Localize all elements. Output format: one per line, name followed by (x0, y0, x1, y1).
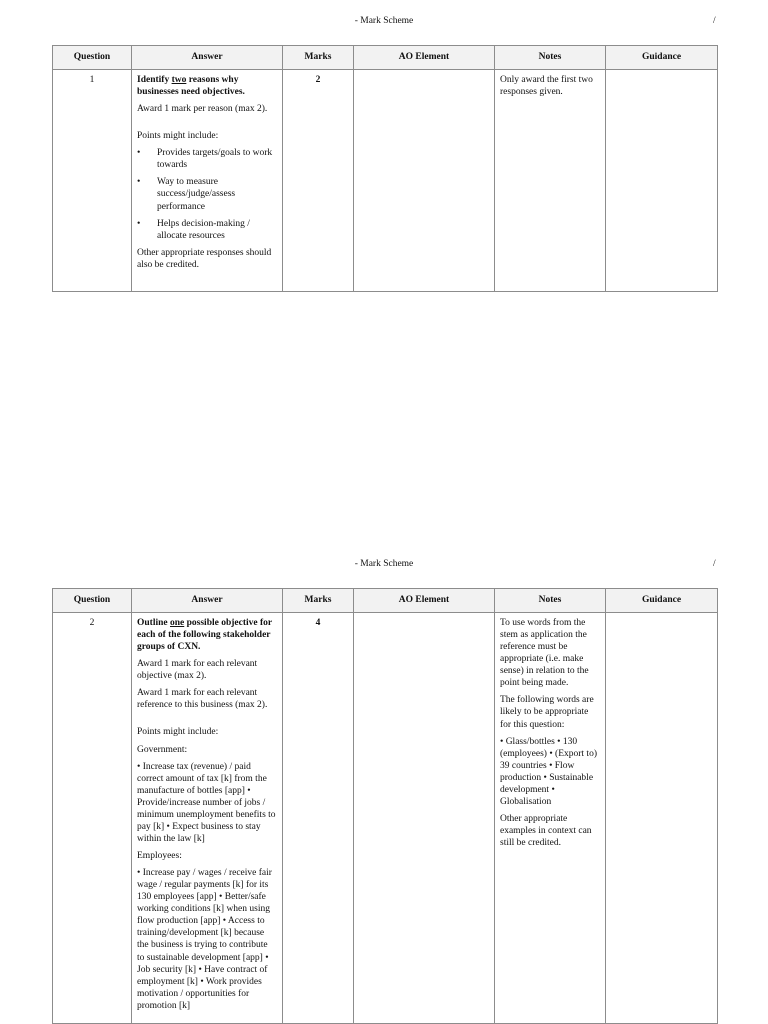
column-header-guidance: Guidance (606, 589, 718, 613)
stakeholder-group-name: Government: (137, 744, 188, 755)
column-header-answer: Answer (132, 46, 283, 70)
mark-scheme-page-2 (0, 543, 768, 1024)
note-text: Other appropriate examples in context can still be credited. (500, 813, 592, 849)
page-header-marker: / (713, 559, 716, 569)
column-header-question: Question (53, 589, 132, 613)
note-text: To use words from the stem as application the reference must be appropriate (i.e. make sense) in relation to the point being made. (500, 618, 589, 689)
stakeholder-group-points: • Increase tax (revenue) / paid correct amount of tax [k] from the manufacture of bottles [app] • Provide/increase number of jobs / minimum unemployment benefits to pay [k] • Expect business to stay within the law [k] (137, 761, 276, 844)
points-list (137, 147, 277, 241)
table-row (53, 613, 718, 1024)
guidance-cell (606, 613, 718, 1024)
column-header-ao-element: AO Element (354, 589, 495, 613)
question-number: 1 (53, 70, 132, 292)
ao-element-cell (354, 613, 495, 1024)
page-header-title: - Mark Scheme (354, 16, 414, 26)
note-text: Only award the first two responses given. (500, 75, 593, 98)
marks-value: 4 (283, 613, 354, 1024)
ao-element-cell (354, 70, 495, 292)
answer-paragraph: Award 1 mark for each relevant reference to this business (max 2). (137, 688, 268, 711)
table-row (53, 70, 718, 292)
prompt-emphasis: one (170, 618, 185, 628)
column-header-ao-element: AO Element (354, 46, 495, 70)
marks-value: 2 (283, 70, 354, 292)
mark-scheme-table (52, 588, 718, 1024)
stakeholder-group-points: • Increase pay / wages / receive fair wage / regular payments [k] for its 130 employees [app] • Better/safe working conditions [k] when using flow production [app] • Access to training/development [k] because the business is trying to contribute to sustainable development [app] • Job security [k] • Have contract of employment [k] • Work provides motivation / opportunities for promotion [k] (137, 868, 272, 1011)
list-item: • Provides targets/goals to work towards (137, 147, 277, 171)
column-header-notes: Notes (495, 589, 606, 613)
answer-cell (132, 613, 283, 1024)
question-prompt: Outline one possible objective for each of the following stakeholder groups of CXN. (137, 618, 272, 653)
table-header-row (53, 589, 718, 613)
column-header-marks: Marks (283, 46, 354, 70)
mark-scheme-table (52, 45, 718, 292)
notes-cell (495, 613, 606, 1024)
table-header-row (53, 46, 718, 70)
notes-cell (495, 70, 606, 292)
column-header-guidance: Guidance (606, 46, 718, 70)
column-header-notes: Notes (495, 46, 606, 70)
page-header-title: - Mark Scheme (354, 559, 414, 569)
points-heading: Points might include: (137, 131, 219, 142)
answer-paragraph: Award 1 mark for each relevant objective (max 2). (137, 659, 258, 682)
column-header-marks: Marks (283, 589, 354, 613)
question-prompt: Identify two reasons why businesses need objectives. (137, 75, 245, 98)
column-header-answer: Answer (132, 589, 283, 613)
guidance-cell (606, 70, 718, 292)
stakeholder-group-name: Employees: (137, 851, 182, 861)
answer-outro: Other appropriate responses should also be credited. (137, 247, 272, 270)
question-number: 2 (53, 613, 132, 1024)
answer-cell (132, 70, 283, 292)
prompt-emphasis: two (171, 75, 187, 85)
column-header-question: Question (53, 46, 132, 70)
note-text: • Glass/bottles • 130 (employees) • (Export to) 39 countries • Flow production • Sustainable development • Globalisation (500, 736, 597, 807)
note-text: The following words are likely to be appropriate for this question: (500, 695, 594, 730)
answer-intro: Award 1 mark per reason (max 2). (137, 104, 268, 115)
list-item: • Way to measure success/judge/assess performance (137, 176, 277, 212)
page-header-marker: / (713, 16, 716, 26)
points-heading: Points might include: (137, 727, 219, 738)
list-item: • Helps decision-making / allocate resources (137, 218, 277, 242)
